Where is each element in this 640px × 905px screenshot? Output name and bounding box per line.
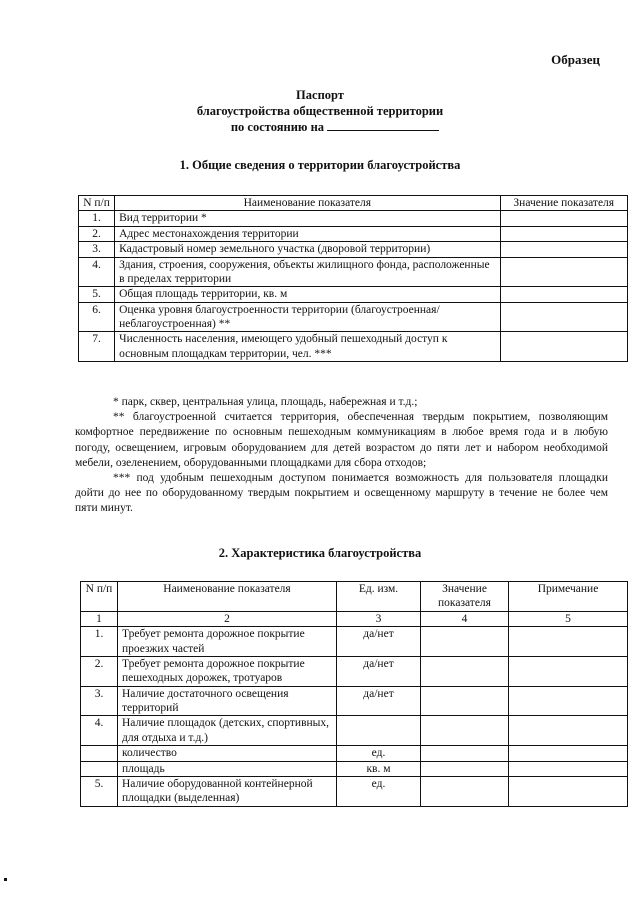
general-info-table bbox=[78, 195, 628, 362]
col-number: 3 bbox=[337, 611, 421, 626]
col-header-unit: Ед. изм. bbox=[337, 582, 421, 612]
row-note bbox=[509, 656, 628, 686]
row-unit: ед. bbox=[337, 776, 421, 806]
row-name: Наличие площадок (детских, спортивных, для отдыха и т.д.) bbox=[118, 716, 337, 746]
row-value bbox=[421, 761, 509, 776]
row-name: Кадастровый номер земельного участка (дворовой территории) bbox=[115, 242, 500, 257]
row-unit: да/нет bbox=[337, 686, 421, 716]
row-num: 3. bbox=[81, 686, 118, 716]
row-note bbox=[509, 761, 628, 776]
column-number-row bbox=[81, 611, 628, 626]
row-note bbox=[509, 776, 628, 806]
table-row bbox=[79, 211, 628, 226]
footnotes bbox=[75, 395, 608, 517]
row-value bbox=[421, 776, 509, 806]
row-note bbox=[509, 746, 628, 761]
document-subtitle: благоустройства общественной территории bbox=[196, 104, 444, 118]
row-unit: ед. bbox=[337, 746, 421, 761]
row-num bbox=[81, 761, 118, 776]
row-name: количество bbox=[118, 746, 337, 761]
improvement-table bbox=[80, 581, 628, 807]
row-value bbox=[500, 287, 627, 302]
row-name: Адрес местонахождения территории bbox=[115, 226, 500, 241]
as-of-label: по состоянию на bbox=[230, 120, 325, 134]
table-row bbox=[81, 776, 628, 806]
table-row bbox=[79, 242, 628, 257]
row-name: Численность населения, имеющего удобный пешеходный доступ к основным площадкам территории, чел. *** bbox=[115, 332, 500, 362]
row-name: Наличие оборудованной контейнерной площадки (выделенная) bbox=[118, 776, 337, 806]
footnote-3: *** под удобным пешеходным доступом понимается возможность для пользователя площадки дойти до нее по оборудованному твердым покрытием и освещенному маршруту в течение не более чем пяти минут. bbox=[75, 472, 608, 515]
row-unit: да/нет bbox=[337, 656, 421, 686]
row-value bbox=[500, 242, 627, 257]
row-name: Оценка уровня благоустроенности территории (благоустроенная/ неблагоустроенная) ** bbox=[115, 302, 500, 332]
as-of-line bbox=[0, 119, 640, 135]
footnote-1: * парк, сквер, центральная улица, площадь, набережная и т.д.; bbox=[113, 396, 418, 408]
row-num: 5. bbox=[79, 287, 115, 302]
table-row bbox=[81, 627, 628, 657]
col-header-value: Значение показателя bbox=[500, 196, 627, 211]
row-value bbox=[500, 211, 627, 226]
row-num: 1. bbox=[81, 627, 118, 657]
section1-heading: 1. Общие сведения о территории благоустройства bbox=[179, 158, 461, 172]
table-row bbox=[79, 226, 628, 241]
table-row bbox=[81, 761, 628, 776]
table-row bbox=[79, 257, 628, 287]
row-note bbox=[509, 627, 628, 657]
col-number: 2 bbox=[118, 611, 337, 626]
row-unit: кв. м bbox=[337, 761, 421, 776]
row-value bbox=[421, 746, 509, 761]
table-row bbox=[81, 686, 628, 716]
row-num: 7. bbox=[79, 332, 115, 362]
document-title-block bbox=[0, 87, 640, 135]
row-num: 2. bbox=[81, 656, 118, 686]
sample-label: Образец bbox=[551, 52, 600, 67]
row-name: Требует ремонта дорожное покрытие проезжих частей bbox=[118, 627, 337, 657]
table-row bbox=[81, 656, 628, 686]
row-num: 2. bbox=[79, 226, 115, 241]
row-value bbox=[500, 226, 627, 241]
row-name: Общая площадь территории, кв. м bbox=[115, 287, 500, 302]
row-name: Здания, строения, сооружения, объекты жилищного фонда, расположенные в пределах территории bbox=[115, 257, 500, 287]
document-title: Паспорт bbox=[296, 88, 344, 102]
row-note bbox=[509, 686, 628, 716]
col-number: 4 bbox=[421, 611, 509, 626]
col-header-value: Значение показателя bbox=[421, 582, 509, 612]
row-value bbox=[500, 257, 627, 287]
footnote-2: ** благоустроенной считается территория, обеспеченная твердым покрытием, позволяющим комфортное передвижение по основным пешеходным коммуникациям в любое время года и в любую погоду, освещением, игровым оборудованием для детей возрастом до пяти лет и набором необходимой мебели, озеленением, оборудованными площадками для сбора отходов; bbox=[75, 411, 608, 469]
table-row bbox=[81, 746, 628, 761]
col-number: 5 bbox=[509, 611, 628, 626]
table-row bbox=[81, 716, 628, 746]
table-header-row bbox=[81, 582, 628, 612]
row-value bbox=[500, 332, 627, 362]
row-name: Вид территории * bbox=[115, 211, 500, 226]
col-header-name: Наименование показателя bbox=[115, 196, 500, 211]
col-header-note: Примечание bbox=[509, 582, 628, 612]
row-value bbox=[421, 656, 509, 686]
row-value bbox=[500, 302, 627, 332]
row-name: Наличие достаточного освещения территорий bbox=[118, 686, 337, 716]
row-value bbox=[421, 627, 509, 657]
col-header-num: N п/п bbox=[79, 196, 115, 211]
row-num: 3. bbox=[79, 242, 115, 257]
table-row bbox=[79, 332, 628, 362]
table-row bbox=[79, 287, 628, 302]
row-unit bbox=[337, 716, 421, 746]
table-row bbox=[79, 302, 628, 332]
col-header-name: Наименование показателя bbox=[118, 582, 337, 612]
section2-heading: 2. Характеристика благоустройства bbox=[218, 546, 422, 560]
row-num: 5. bbox=[81, 776, 118, 806]
scan-mark bbox=[4, 878, 7, 881]
row-num: 1. bbox=[79, 211, 115, 226]
row-name: Требует ремонта дорожное покрытие пешеходных дорожек, тротуаров bbox=[118, 656, 337, 686]
row-num bbox=[81, 746, 118, 761]
row-value bbox=[421, 716, 509, 746]
date-blank bbox=[327, 119, 439, 131]
row-note bbox=[509, 716, 628, 746]
row-num: 6. bbox=[79, 302, 115, 332]
row-name: площадь bbox=[118, 761, 337, 776]
col-header-num: N п/п bbox=[81, 582, 118, 612]
row-value bbox=[421, 686, 509, 716]
table-header-row bbox=[79, 196, 628, 211]
col-number: 1 bbox=[81, 611, 118, 626]
row-num: 4. bbox=[81, 716, 118, 746]
row-unit: да/нет bbox=[337, 627, 421, 657]
row-num: 4. bbox=[79, 257, 115, 287]
